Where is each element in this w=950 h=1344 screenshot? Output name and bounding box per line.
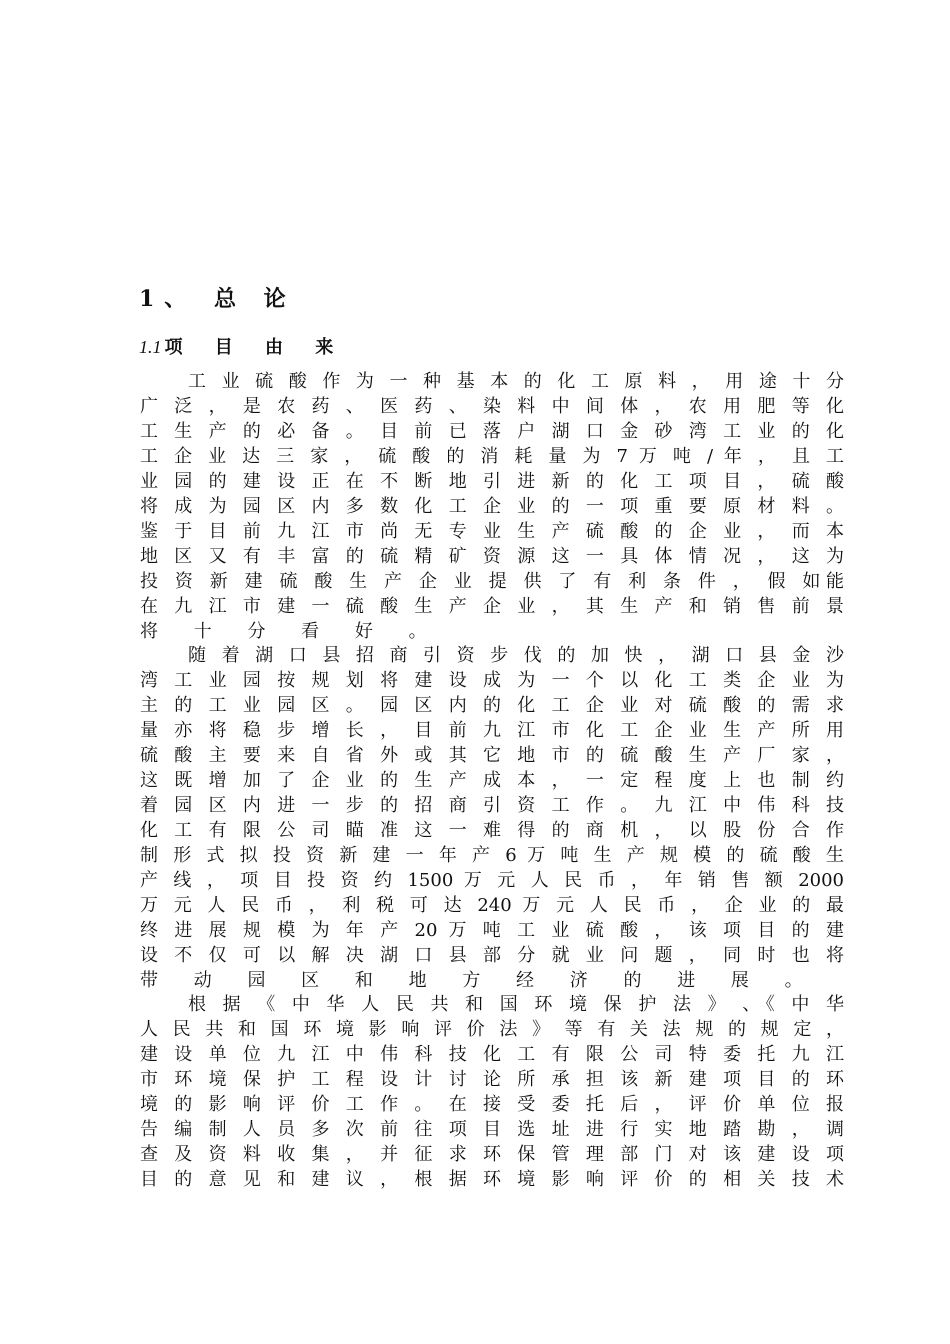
body-line: 市 环 境 保 护 工 程 设 计 讨 论 所 承 担 该 新 建 项 目 的 环	[140, 1069, 844, 1090]
body-line: 查 及 资 料 收 集 ， 并 征 求 环 保 管 理 部 门 对 该 建 设 项	[140, 1144, 844, 1165]
body-line: 广 泛 ， 是 农 药 、 医 药 、 染 料 中 间 体 ， 农 用 肥 等 化	[140, 396, 844, 417]
body-line: 化 工 有 限 公 司 瞄 准 这 一 难 得 的 商 机 ， 以 股 份 合 作	[140, 820, 844, 841]
body-line: 将 十 分 看 好 。	[140, 621, 442, 642]
body-line: 量 亦 将 稳 步 增 长 ， 目 前 九 江 市 化 工 企 业 生 产 所 用	[140, 720, 844, 741]
body-line: 着 园 区 内 进 一 步 的 招 商 引 资 工 作 。 九 江 中 伟 科 技	[140, 795, 844, 816]
body-line: 业 园 的 建 设 正 在 不 断 地 引 进 新 的 化 工 项 目 ， 硫 酸	[140, 471, 844, 492]
body-line: 告 编 制 人 员 多 次 前 往 项 目 选 址 进 行 实 地 踏 勘 ， 调	[140, 1119, 844, 1140]
body-line: 根 据 《 中 华 人 民 共 和 国 环 境 保 护 法 》 、《 中 华	[188, 994, 844, 1015]
body-line: 设 不 仅 可 以 解 决 湖 口 县 部 分 就 业 问 题 ， 同 时 也 将	[140, 945, 844, 966]
body-line: 工 企 业 达 三 家 ， 硫 酸 的 消 耗 量 为 7 万 吨 / 年 ， 且 工	[140, 446, 844, 467]
body-line: 这 既 增 加 了 企 业 的 生 产 成 本 ， 一 定 程 度 上 也 制 约	[140, 770, 844, 791]
body-line: 主 的 工 业 园 区 。 园 区 内 的 化 工 企 业 对 硫 酸 的 需 求	[140, 695, 844, 716]
body-line: 将 成 为 园 区 内 多 数 化 工 企 业 的 一 项 重 要 原 材 料 。	[140, 496, 844, 517]
body-line: 湾 工 业 园 按 规 划 将 建 设 成 为 一 个 以 化 工 类 企 业 为	[140, 670, 844, 691]
body-line: 工 生 产 的 必 备 。 目 前 已 落 户 湖 口 金 砂 湾 工 业 的 化	[140, 421, 844, 442]
body-line: 境 的 影 响 评 价 工 作 。 在 接 受 委 托 后 ， 评 价 单 位 报	[140, 1094, 844, 1115]
body-line: 目 的 意 见 和 建 议 ， 根 据 环 境 影 响 评 价 的 相 关 技 术	[140, 1169, 844, 1190]
body-line: 带 动 园 区 和 地 方 经 济 的 进 展 。	[140, 970, 818, 991]
body-line: 在 九 江 市 建 一 硫 酸 生 产 企 业 ， 其 生 产 和 销 售 前 景	[140, 596, 844, 617]
body-line: 地 区 又 有 丰 富 的 硫 精 矿 资 源 这 一 具 体 情 况 ， 这 为	[140, 546, 844, 567]
section-title: 项 目 由 来	[164, 337, 347, 358]
body-line: 硫 酸 主 要 来 自 省 外 或 其 它 地 市 的 硫 酸 生 产 厂 家 ，	[140, 745, 844, 766]
body-line: 人 民 共 和 国 环 境 影 响 评 价 法 》 等 有 关 法 规 的 规 定 ，	[140, 1019, 844, 1040]
body-line: 随 着 湖 口 县 招 商 引 资 步 伐 的 加 快 ， 湖 口 县 金 沙	[188, 645, 844, 666]
body-line: 工 业 硫 酸 作 为 一 种 基 本 的 化 工 原 料 ， 用 途 十 分	[188, 371, 844, 392]
body-line: 鉴 于 目 前 九 江 市 尚 无 专 业 生 产 硫 酸 的 企 业 ， 而 本	[140, 521, 844, 542]
chapter-heading: 1、 总 论	[139, 286, 296, 312]
body-line: 终 进 展 规 模 为 年 产 20 万 吨 工 业 硫 酸 ， 该 项 目 的 建	[140, 920, 844, 941]
body-line: 投 资 新 建 硫 酸 生 产 企 业 提 供 了 有 利 条 件 ， 假 如能	[140, 571, 844, 592]
body-line: 建 设 单 位 九 江 中 伟 科 技 化 工 有 限 公 司 特 委 托 九 江	[140, 1044, 844, 1065]
body-line: 制 形 式 拟 投 资 新 建 一 年 产 6 万 吨 生 产 规 模 的 硫 酸 生	[140, 845, 844, 866]
section-heading	[139, 333, 346, 359]
body-line: 万 元 人 民 币 ， 利 税 可 达 240 万 元 人 民 币 ， 企 业 的 最	[140, 895, 844, 916]
section-number: 1.1	[139, 337, 162, 357]
body-line: 产 线 ， 项 目 投 资 约 1500 万 元 人 民 币 ， 年 销 售 额 2000	[140, 870, 844, 891]
